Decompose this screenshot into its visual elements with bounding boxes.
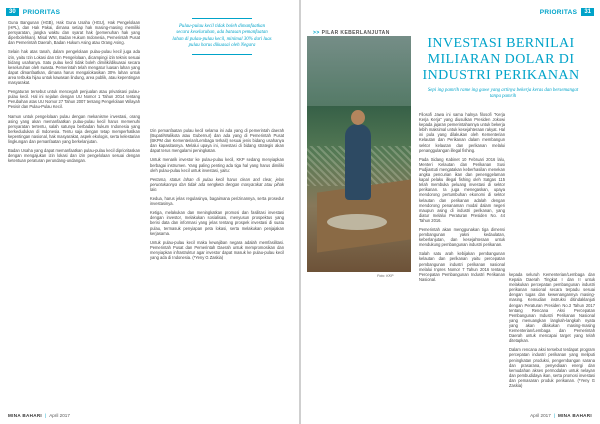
- pull-quote-rule-bottom: [192, 54, 252, 55]
- paragraph: Salah satu arah kebijakan pembangunan kelautan dan perikanan yaitu percepatan pembangunan industri perikanan nasional melalui Inpres Nomor 7 Tahun 2016 tentang Percepatan Pembangunan Industri Perikanan Nasional.: [419, 251, 505, 282]
- left-running-head: [6, 6, 64, 18]
- left-text-column-2: [150, 128, 284, 264]
- paragraph: Selain hak atas tanah, dalam pengelolaan pulau-pulau kecil juga ada izin, yaitu Izin Lokasi dan Izin Pengelolaan, dicampingi izin teknis sesuai bidang usahanya. Satu pulau kecil tidak boleh dimiliki/dikuasai secara keseluruhan oleh swasta. Pemerintah telah mengatur luasan lahan yang dapat dimanfaatkan, dimana harus mengalokasikan 30% lahan untuk area terbuka hijau untuk kawasan lindung, area publik, atau kepentingan masyarakat.: [8, 49, 140, 86]
- paragraph: Untuk menarik investor ke pulau-pulau kecil, KKP sedang menyiapkan berbagai instrumen. Yang paling penting ada tiga hal yang harus dimiliki oleh pulau-pulau kecil untuk investasi, yaitu:: [150, 157, 284, 173]
- paragraph: Dalam rencana aksi tersebut terdapat program percepatan industri perikanan yang meliputi peningkatan produksi, pengembangan sarana dan prasarana, penyediaan energi dan kemudahan akses permodalan untuk nelayan dan pembudidaya ikan, serta promosi investasi dan pemasaran produk perikanan. (*Yeny G Zaskia): [509, 347, 595, 388]
- photo-fisherman-body: [345, 124, 371, 200]
- paragraph: Guna Bangunan (HGB), Hak Guna Usaha (HGU), Hak Pengelolaan (HPL), dan Hak Pakai, dimana setiap hak masing-masing memiliki persyaratan, jangka waktu dan syarat hak (pemenuhan hak yang diperbolehkan). Misal WNI, Badan Hukum Indonesia, Pemerintah Pusat dan Pemerintah Daerah, Badan Hukum Asing atau Orang Asing.: [8, 20, 140, 46]
- paragraph: Namun untuk pengelolaan pulau dengan mekanisme investasi, orang asing yang akan memanfaatkan pulau-pulau kecil harus memenuhi persyaratan tertentu, salah satunya berbadan hukum Indonesia yang berkedudukan di Indonesia. Tentu saja dengan tetap memperhatikan kepentingan nasional, hak masyarakat, aspek ekologis, serta kelestarian lingkungan dan pemanfaatan yang berkelanjutan.: [8, 113, 140, 144]
- pull-quote: [168, 18, 276, 55]
- photo-fish-catch: [327, 214, 387, 230]
- left-rubric: PRIORITAS: [22, 8, 61, 16]
- paragraph: Pertama, status lahan di pulau kecil harus clean and clear, jelas peruntukannya dan tidak ada sengketa dengan masyarakat atau pihak lain.: [150, 176, 284, 192]
- pull-quote-rule-top: [192, 18, 252, 19]
- fisherman-photo: [307, 36, 411, 272]
- left-page-number: 30: [6, 8, 19, 16]
- photo-sky: [307, 36, 411, 106]
- left-folio-date: April 2017: [49, 412, 70, 418]
- left-folio-separator: |: [45, 412, 47, 418]
- kicker-text: PILAR KEBERLANJUTAN: [321, 30, 390, 36]
- photo-fisherman-head: [351, 110, 365, 125]
- paragraph: Pengaturan tersebut untuk mencegah penjualan atau privatisasi pulau-pulau kecil. Hal ini sejalan dengan UU Nomor 1 Tahun 2014 tentang Perubahan atas UU Nomor 27 Tahun 2007 tentang Pengelolaan Wilayah Pesisir dan Pulau-Pulau Kecil.: [8, 89, 140, 110]
- right-folio-magazine: MINA BAHARI: [557, 412, 592, 418]
- right-rubric: PRIORITAS: [539, 8, 578, 16]
- right-folio: [530, 411, 592, 419]
- paragraph: Pada Sidang Kabinet 10 Februari 2016 lalu, Menteri Kelautan dan Perikanan Susi Pudjiastuti mengatakan keberhasilan menekan angka pencurian ikan dan penenggelaman kapal pelaku illegal fishing oleh Satgas 115 telah membuka peluang investasi di sektor perikanan. Ia juga menegaskan, upaya mendorong pertumbuhan ekonomi di sektor kelautan dan perikanan adalah dengan mendorong penanaman modal dalam negeri maupun asing di industri perikanan, yang diatur melalui Peraturan Presiden No. 44 Tahun 2016.: [419, 156, 505, 223]
- paragraph: Filosofi Jawa ini sama halnya filosofi "Kerja Kerja Kerja" yang diusulkan Presiden Jokowi kepada jajaran pemerintahannya untuk bekerja lebih maksimal untuk kesejahteraan rakyat. Hal ini pula yang dilakukan oleh Kementerian Kelautan dan Perikanan dalam membangun sektor kelautan dan perikanan melalui penanggulangan illegal fishing.: [419, 112, 505, 153]
- article-deck: Sepi ing pamrih rame ing gawe yang artinya bekerja keras dan bersemangat tanpa pamrih: [427, 88, 579, 99]
- right-text-column-2: [509, 272, 595, 392]
- paragraph: Kedua, harus jelas regulasinya, bagaimana perizinannya, serta prosedur investasinya.: [150, 196, 284, 207]
- paragraph: Pemerintah akan menggunakan tiga dimensi pembangunan yakni kedaulatan, keberlanjutan, dan kesejahteraan untuk mendukung pembangunan industri perikanan.: [419, 226, 505, 248]
- paragraph: Badan Usaha yang dapat memanfaatkan pulau-pulau kecil diprioritaskan dengan mengajukan izin lokasi dan izin pengelolaan sesuai dengan ketentuan peraturan perundang-undangan.: [8, 148, 140, 164]
- left-folio-magazine: MINA BAHARI: [8, 412, 43, 418]
- pull-quote-text: Pulau-pulau kecil tidak boleh dimanfaatkan secara keseluruhan, ada batasan pemanfaatan lahan di pulau-pulau kecil, minimal 30% dari luas pulau harus dikuasai oleh Negara: [172, 24, 272, 48]
- paragraph: Ketiga, melakukan dan meningkatkan promosi dan fasilitasi investasi dengan investor, melakukan sosialisasi, menyusun prospektus yang berisi data dan informasi yang jelas tentang prospek investasi di suatu pulau, termasuk penyiapan peta lokasi, serta melakukan penjajakan kerjasama.: [150, 210, 284, 236]
- article-headline: INVESTASI BERNILAI MILIARAN DOLAR DI INDUSTRI PERIKANAN: [422, 36, 580, 83]
- right-folio-date: April 2017: [530, 412, 551, 418]
- right-page: [301, 0, 600, 424]
- left-text-column-1: [8, 20, 140, 167]
- paragraph: Untuk pulau-pulau kecil maka kewajiban negara adalah memfasilitasi. Pemerintah Pusat dan Pemerintah Daerah untuk mempromosikan dan menyiapkan infrastruktur agar investor dapat masuk ke pulau-pulau kecil yang ada di Indonesia. (*Yeny G Zaskia): [150, 239, 284, 260]
- right-page-number: 31: [581, 8, 594, 16]
- right-running-head: [536, 6, 594, 18]
- photo-credit: Foto: KKP: [377, 274, 394, 278]
- kicker-arrow-icon: >>: [313, 30, 320, 36]
- right-text-column-1: [419, 112, 505, 286]
- paragraph: kepada seluruh Kementerian/Lembaga dan Kepala Daerah Tingkat I dan II untuk melakukan percepatan pembangunan industri perikanan nasional secara terpadu sesuai dengan tugas dan kewenangannya masing-masing. Kemudian instruksi ditindaklanjuti dengan Peraturan Presiden No.3 Tahun 2017 tentang Rencana Aksi Percepatan Pembangunan Industri Perikanan Nasional yang menuangkan langkah-langkah nyata yang akan dilakukan masing-masing Kementerian/Lembaga dan Pemerintah Daerah untuk mencapai target yang telah ditetapkan.: [509, 272, 595, 344]
- left-folio: [8, 411, 70, 419]
- left-page: [0, 0, 299, 424]
- right-folio-separator: |: [553, 412, 555, 418]
- paragraph: Izin pemanfaatan pulau kecil selama ini ada yang di pemerintah daerah (Bupati/Walikota atau Gubernur) dan ada yang di Pemerintah Pusat (BKPM dan Kementerian/Lembaga terkait) sesuai jenis bidang usahanya dan kapasitasnya. Melalui upaya ini, investasi di bidang strategis akan dapat terus mengalami peningkatan.: [150, 128, 284, 154]
